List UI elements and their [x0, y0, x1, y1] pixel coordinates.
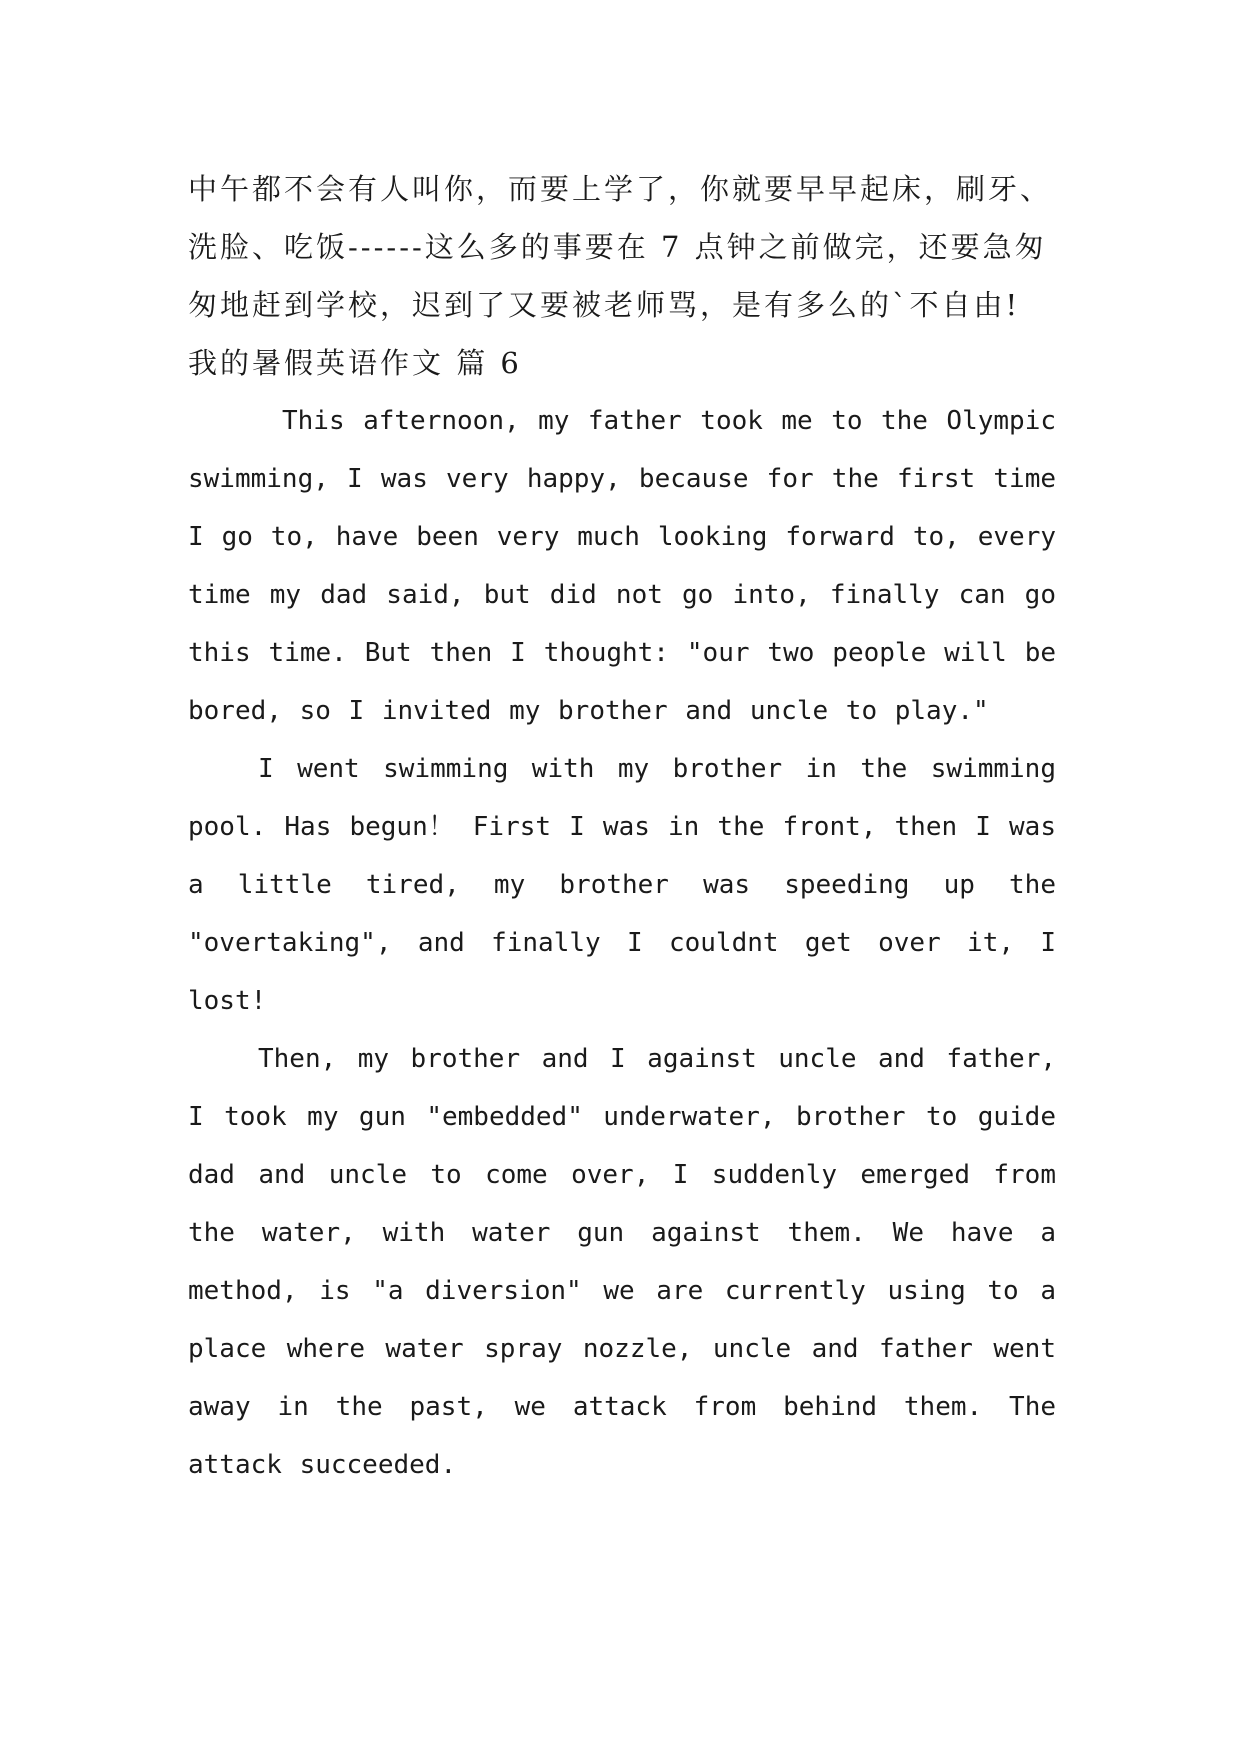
paragraph: I went swimming with my brother in the swimming pool. Has begun！ First I was in the front, then I was a little tired, my brother was speeding up the "overtaking", and finally I couldnt get over it, I lost! — [188, 754, 1056, 1016]
intro-line: 中午都不会有人叫你，而要上学了，你就要早早起床，刷牙、 — [188, 172, 1053, 206]
document-body — [188, 160, 1056, 1494]
intro-line: 洗脸、吃饭------这么多的事要在 7 点钟之前做完，还要急匆 — [188, 230, 1047, 264]
section-heading: 我的暑假英语作文 篇 6 — [188, 346, 522, 380]
paragraph: This afternoon, my father took me to the Olympic swimming, I was very happy, because for the first time I go to, have been very much looking forward to, every time my dad said, but did not go into, finally can go this time. But then I thought: "our two people will be bored, so I invited my brother and uncle to play." — [188, 406, 1056, 726]
intro-line: 匆地赶到学校，迟到了又要被老师骂，是有多么的`不自由! — [188, 288, 1021, 322]
paragraph: Then, my brother and I against uncle and father, I took my gun "embedded" underwater, brother to guide dad and uncle to come over, I suddenly emerged from the water, with water gun against them. We have a method, is "a diversion" we are currently using to a place where water spray nozzle, uncle and father went away in the past, we attack from behind them. The attack succeeded. — [188, 1044, 1056, 1480]
